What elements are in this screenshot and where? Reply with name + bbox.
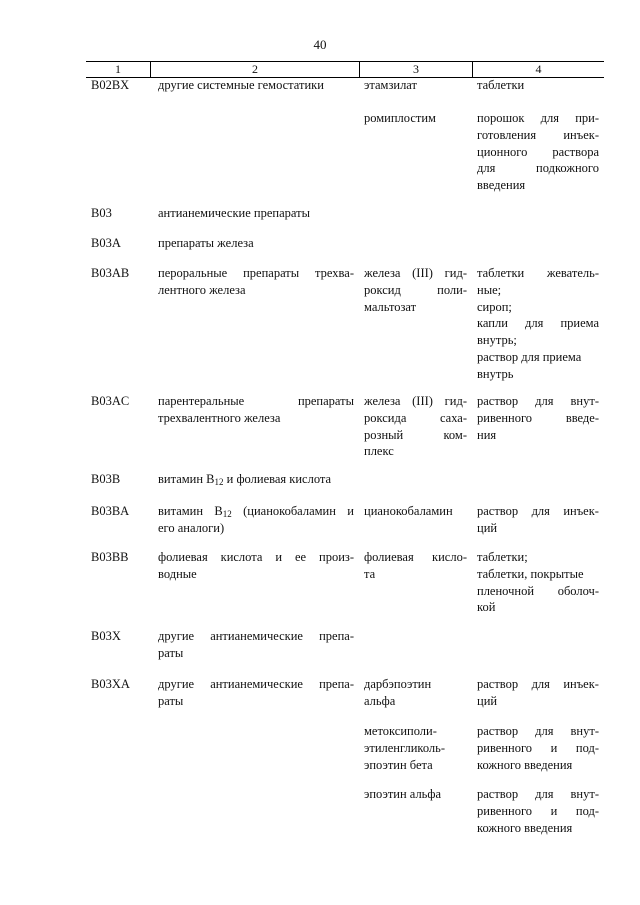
form-line: раствор для внут- xyxy=(477,394,599,408)
atc-code: B03B xyxy=(91,472,121,486)
name-line: роксида саха- xyxy=(364,410,467,425)
form-line: ций xyxy=(477,693,498,708)
drug-name xyxy=(364,393,467,460)
form-line: раствор для инъек- xyxy=(477,677,599,691)
dosage-form xyxy=(477,503,599,537)
form-line: таблетки жеватель- xyxy=(477,266,599,280)
drug-name: ромиплостим xyxy=(364,111,436,125)
group-line: другие антианемические препа- xyxy=(158,677,354,691)
form-line: ные; xyxy=(477,282,502,297)
atc-code: B03BA xyxy=(91,504,130,518)
name-line: железа (III) гид- xyxy=(364,394,467,408)
form-line: кожного введения xyxy=(477,757,573,772)
dosage-form xyxy=(477,676,599,710)
group-name: другие системные гемостатики xyxy=(158,78,324,92)
group-name xyxy=(158,503,354,537)
form-line: раствор для инъек- xyxy=(477,504,599,518)
name-line: альфа xyxy=(364,693,396,708)
drug-name: эпоэтин альфа xyxy=(364,787,442,801)
atc-code: B03AC xyxy=(91,394,130,408)
name-line: фолиевая кисло- xyxy=(364,550,467,564)
dosage-form xyxy=(477,393,599,443)
dosage-form xyxy=(477,265,599,383)
dosage-form xyxy=(477,549,599,616)
group-line: его аналоги) xyxy=(158,520,225,535)
dosage-form xyxy=(477,786,599,836)
drug-name xyxy=(364,549,467,583)
group-name: препараты железа xyxy=(158,236,254,250)
name-line: эпоэтин бета xyxy=(364,757,433,772)
group-name xyxy=(158,676,354,710)
group-line: пероральные препараты трехва- xyxy=(158,266,354,280)
form-line: для подкожного xyxy=(477,161,599,176)
form-line: раствор для внут- xyxy=(477,724,599,738)
dosage-form xyxy=(477,110,599,194)
form-line: порошок для при- xyxy=(477,111,599,125)
form-line: таблетки, покрытые xyxy=(477,566,584,581)
name-line: роксид поли- xyxy=(364,282,467,297)
atc-code: B02BX xyxy=(91,78,130,92)
form-line: ривенного и под- xyxy=(477,803,599,818)
form-line: ривенного введе- xyxy=(477,410,599,425)
atc-code: B03A xyxy=(91,236,121,250)
form-line: таблетки; xyxy=(477,550,528,564)
header-col-3: 3 xyxy=(360,62,473,77)
name-line: дарбэпоэтин xyxy=(364,677,432,691)
form-line: введения xyxy=(477,178,526,193)
form-line: ций xyxy=(477,520,498,535)
drug-name: цианокобаламин xyxy=(364,504,453,518)
group-line: фолиевая кислота и ее произ- xyxy=(158,550,354,564)
name-line: метоксиполи- xyxy=(364,724,437,738)
atc-code: B03AB xyxy=(91,266,130,280)
atc-code: B03XA xyxy=(91,677,130,691)
group-line: трехвалентного железа xyxy=(158,410,281,425)
dosage-form xyxy=(477,723,599,773)
dosage-form: таблетки xyxy=(477,78,525,92)
atc-code: B03X xyxy=(91,629,121,643)
atc-code: B03BB xyxy=(91,550,129,564)
form-line: пленочной оболоч- xyxy=(477,583,599,598)
group-line: раты xyxy=(158,645,184,660)
header-col-4: 4 xyxy=(535,62,542,76)
group-line: лентного железа xyxy=(158,282,246,297)
group-line: парентеральные препараты xyxy=(158,394,354,408)
name-line: та xyxy=(364,566,376,581)
form-line: ния xyxy=(477,427,497,442)
name-line: мальтозат xyxy=(364,299,417,314)
form-line: внутрь; xyxy=(477,333,517,348)
group-name xyxy=(158,628,354,662)
name-line: железа (III) гид- xyxy=(364,266,467,280)
form-line: ционного раствора xyxy=(477,144,599,159)
group-name xyxy=(158,265,354,299)
table-header xyxy=(86,61,604,78)
form-line: ривенного и под- xyxy=(477,740,599,755)
form-line: внутрь xyxy=(477,366,514,381)
header-col-2: 2 xyxy=(151,62,360,77)
group-name: витамин $B_{12}$ и фолиевая кислота xyxy=(158,472,332,487)
group-name xyxy=(158,549,354,583)
name-line: розный ком- xyxy=(364,427,467,442)
group-line: раты xyxy=(158,693,184,708)
form-line: капли для приема xyxy=(477,316,599,331)
group-name: антианемические препараты xyxy=(158,206,310,220)
group-name xyxy=(158,393,354,427)
drug-name: этамзилат xyxy=(364,78,417,92)
form-line: сироп; xyxy=(477,299,512,314)
drug-name xyxy=(364,265,467,315)
drug-name xyxy=(364,723,467,773)
name-line: этиленгликоль- xyxy=(364,740,446,755)
form-line: кой xyxy=(477,600,496,615)
group-line: другие антианемические препа- xyxy=(158,629,354,643)
form-line: раствор для приема xyxy=(477,349,582,364)
name-line: плекс xyxy=(364,444,394,459)
form-line: кожного введения xyxy=(477,820,573,835)
group-line: витамин $B_{12}$ (цианокобаламин и xyxy=(158,504,354,519)
form-line: готовления инъек- xyxy=(477,127,599,142)
page-number: 40 xyxy=(313,37,327,52)
group-line: водные xyxy=(158,566,197,581)
atc-code: B03 xyxy=(91,206,112,220)
header-col-1: 1 xyxy=(86,62,151,77)
form-line: раствор для внут- xyxy=(477,787,599,801)
drug-name xyxy=(364,676,467,710)
